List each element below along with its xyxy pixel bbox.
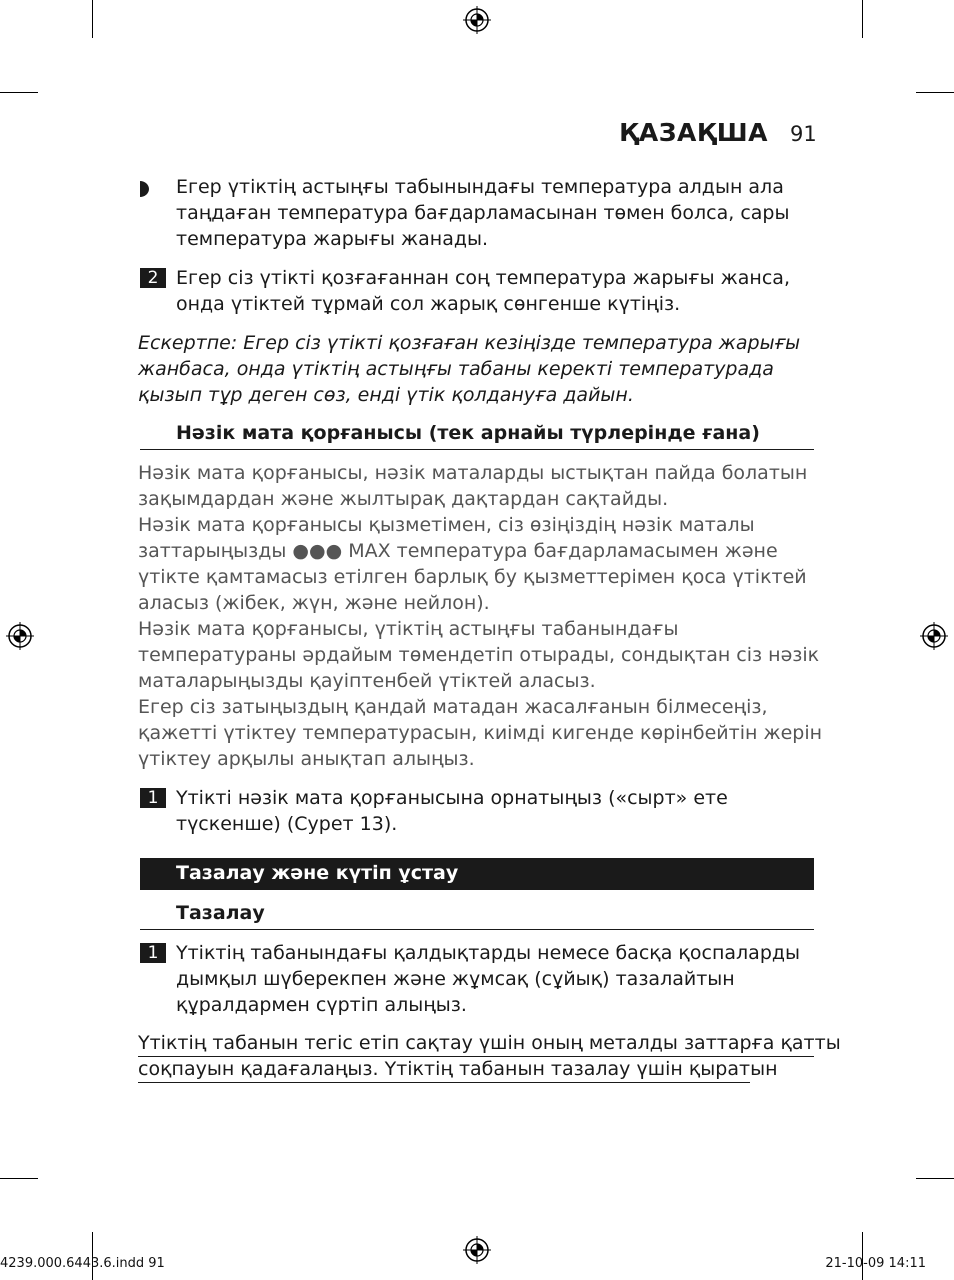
section-title: Тазалау және күтіп ұстау [176,862,459,884]
paragraph: Егер сіз затыңыздың қандай матадан жасалғанын білмесеңіз, қажетті үтіктеу температурасын, киімді кигенде көрінбейтін жерін үтіктеу арқылы анықтап алыңыз. [138,696,823,770]
page-number: 91 [790,122,817,146]
registration-mark-icon [920,622,948,650]
footer-file: 4239.000.6443.6.indd 91 [0,1256,165,1271]
bullet-text: Егер үтіктің астыңғы табынындағы температура алдын ала таңдаған температура бағдарламасынан төмен болса, сары температура жарығы жанады. [176,176,790,250]
step-text: Егер сіз үтікті қозғағаннан соң температура жарығы жанса, онда үтіктей тұрмай сол жарық сөнгенше күтіңіз. [176,267,790,315]
subheading: Нәзік мата қорғанысы (тек арнайы түрлерінде ғана) [176,422,760,444]
crop-mark [0,1178,38,1179]
paragraph: Нәзік мата қорғанысы, үтіктің астыңғы табанындағы температураны әрдайым төмендетіп отырады, сондықтан сіз нәзік маталарыңызды қауіптенбей үтіктей аласыз. [138,618,820,692]
crop-mark [0,92,38,93]
step-text: Үтіктің табанындағы қалдықтарды немесе басқа қоспаларды дымқыл шүберекпен және жұмсақ (сұйық) тазалайтын құралдармен сүртіп алыңыз. [176,942,801,1016]
paragraph: Нәзік мата қорғанысы қызметімен, сіз өзіңіздің нәзік маталы заттарыңызды ●●● MAX температура бағдарламасымен және үтікте қамтамасыз етілген барлық бу қызметтерімен қоса үтіктей аласыз (жібек, жүн, және нейлон). [138,514,807,614]
registration-mark-icon [6,622,34,650]
crop-mark [92,0,93,38]
note-text: Ескертпе: Егер сіз үтікті қозғаған кезіңізде температура жарығы жанбаса, онда үтіктің астыңғы табаны керекті температурада қызып тұр деген сөз, енді үтік қолдануға дайын. [138,332,801,406]
paragraph: Нәзік мата қорғанысы, нәзік маталарды ыстықтан пайда болатын зақымдардан және жылтырақ дақтардан сақтайды. [138,462,808,510]
subheading: Тазалау [176,902,265,924]
crop-mark [916,92,954,93]
divider [140,929,814,930]
warning-line: соқпауын қадағалаңыз. Үтіктің табанын тазалау үшін қыратын [138,1056,750,1083]
step-text: Үтікті нәзік мата қорғанысына орнатыңыз («сырт» ете түскенше) (Сурет 13). [176,787,728,835]
step-number: 1 [140,943,166,963]
bullet-icon [140,179,150,199]
language-title: ҚАЗАҚША [619,118,768,147]
step-number: 2 [140,268,166,288]
crop-mark [916,1178,954,1179]
registration-mark-icon [463,6,491,34]
divider [140,449,814,450]
body-text [138,460,828,772]
crop-mark [862,0,863,38]
footer-date: 21-10-09 14:11 [825,1256,926,1271]
registration-mark-icon [463,1236,491,1264]
step-number: 1 [140,788,166,808]
warning-line: Үтіктің табанын тегіс етіп сақтау үшін оның металды заттарға қатты [138,1030,814,1057]
